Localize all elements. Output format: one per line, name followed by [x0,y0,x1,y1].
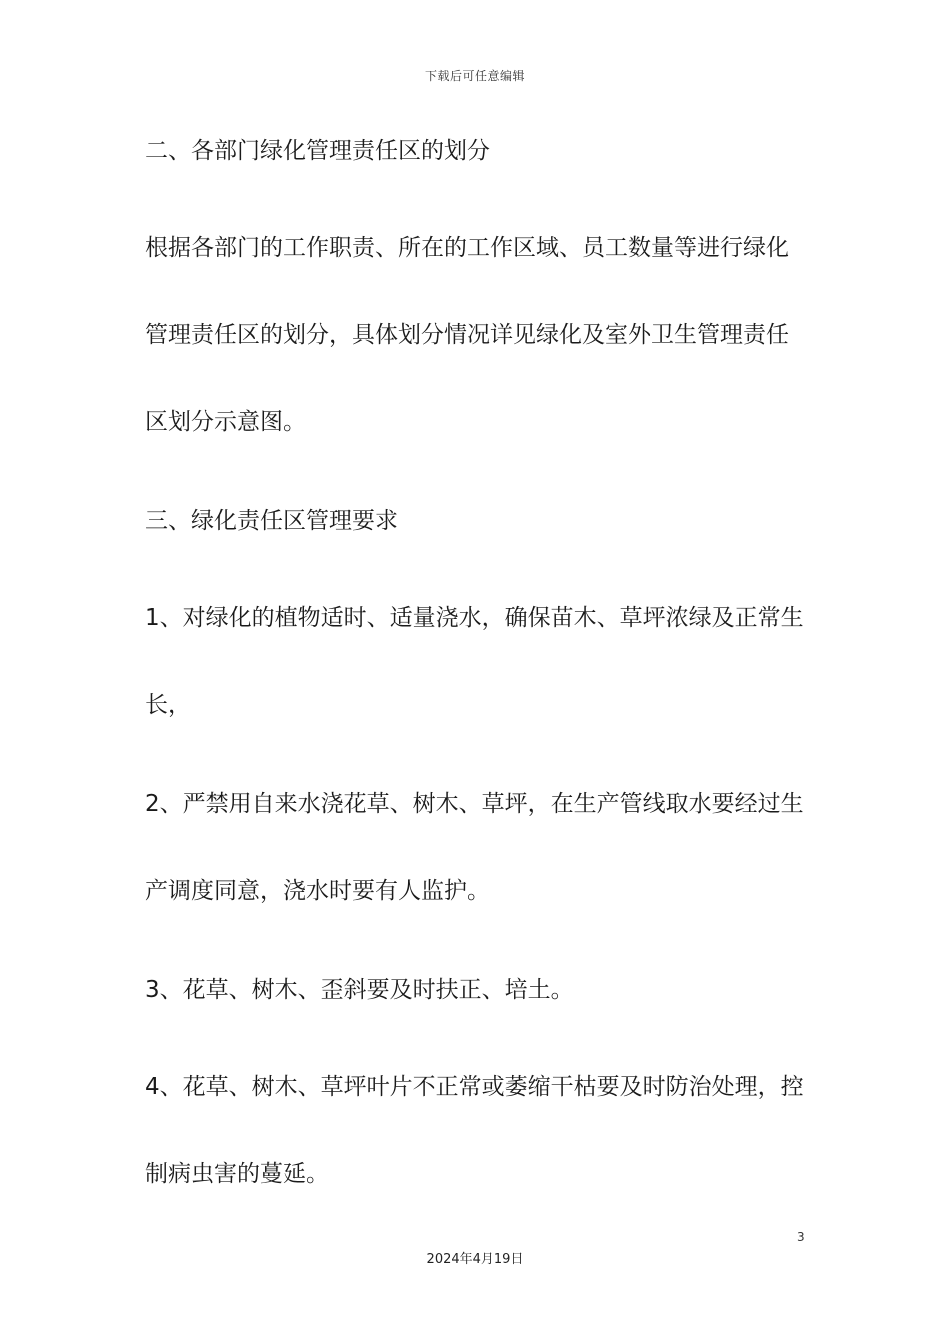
list-item-4: 4、花草、树木、草坪叶片不正常或萎缩干枯要及时防治处理，控 [145,1074,804,1100]
page-header: 下载后可任意编辑 [424,69,525,83]
list-item-4-continued: 制病虫害的蔓延。 [145,1161,329,1187]
list-item-1-continued: 长， [145,692,191,718]
list-item-1: 1、对绿化的植物适时、适量浇水，确保苗木、草坪浓绿及正常生 [145,605,804,631]
section-heading-3: 三、绿化责任区管理要求 [145,508,398,534]
paragraph-line: 管理责任区的划分，具体划分情况详见绿化及室外卫生管理责任 [145,322,789,348]
paragraph-line: 根据各部门的工作职责、所在的工作区域、员工数量等进行绿化 [145,235,789,261]
page-number: 3 [797,1230,805,1244]
list-item-2-continued: 产调度同意，浇水时要有人监护。 [145,878,490,904]
footer-date: 2024年4月19日 [426,1252,524,1267]
list-item-2: 2、严禁用自来水浇花草、树木、草坪，在生产管线取水要经过生 [145,791,804,817]
paragraph-line: 区划分示意图。 [145,409,306,435]
section-heading-2: 二、各部门绿化管理责任区的划分 [145,138,490,164]
list-item-3: 3、花草、树木、歪斜要及时扶正、培土。 [145,977,574,1003]
